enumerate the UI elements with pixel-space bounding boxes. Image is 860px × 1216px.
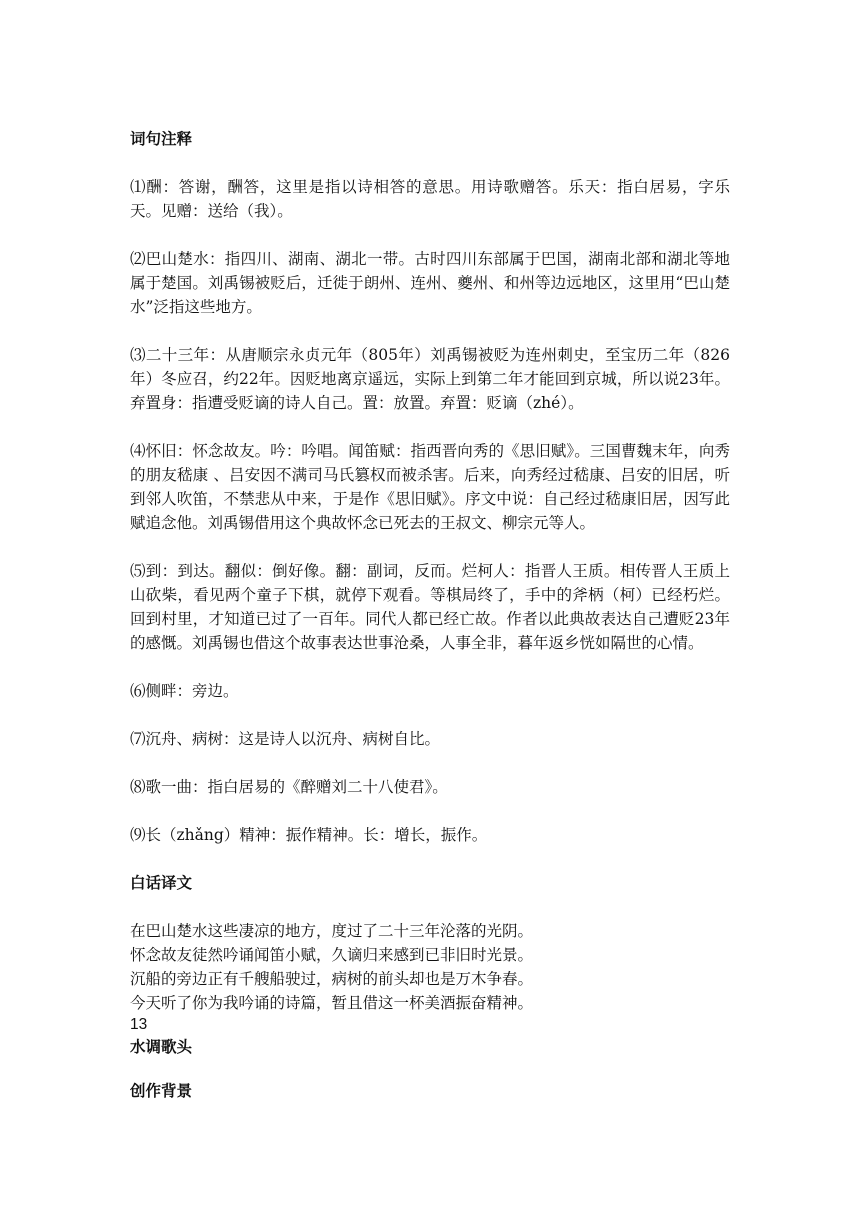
note-2: ⑵巴山楚水：指四川、湖南、湖北一带。古时四川东部属于巴国，湖南北部和湖北等地属于楚国。刘禹锡被贬后，迁徙于朗州、连州、夔州、和州等边远地区，这里用“巴山楚水”泛指这些地方。 [130, 250, 730, 316]
note-8: ⑻歌一曲：指白居易的《醉赠刘二十八使君》。 [130, 778, 448, 796]
translation-line: 在巴山楚水这些凄凉的地方，度过了二十三年沦落的光阴。 [130, 922, 534, 940]
note-1: ⑴酬：答谢，酬答，这里是指以诗相答的意思。用诗歌赠答。乐天：指白居易，字乐天。见赠：送给（我）。 [130, 178, 730, 220]
note-3: ⑶二十三年：从唐顺宗永贞元年（805年）刘禹锡被贬为连州刺史，至宝历二年（826年）冬应召，约22年。因贬地离京遥远，实际上到第二年才能回到京城，所以说23年。弃置身：指遭受贬谪的诗人自己。置：放置。弃置：贬谪（zhé）。 [130, 346, 730, 412]
document-page [130, 127, 730, 1103]
note-5: ⑸到：到达。翻似：倒好像。翻：副词，反而。烂柯人：指晋人王质。相传晋人王质上山砍柴，看见两个童子下棋，就停下观看。等棋局终了，手中的斧柄（柯）已经朽烂。回到村里，才知道已过了一百年。同代人都已经亡故。作者以此典故表达自己遭贬23年的感慨。刘禹锡也借这个故事表达世事沧桑，人事全非，暮年返乡恍如隔世的心情。 [130, 562, 730, 652]
poem-title: 水调歌头 [130, 1038, 193, 1056]
translation-line: 今天听了你为我吟诵的诗篇，暂且借这一杯美酒振奋精神。 [130, 994, 534, 1012]
translation-line: 沉船的旁边正有千艘船驶过，病树的前头却也是万木争春。 [130, 970, 534, 988]
translation-line: 怀念故友徒然吟诵闻笛小赋，久谪归来感到已非旧时光景。 [130, 946, 534, 964]
note-4: ⑷怀旧：怀念故友。吟：吟唱。闻笛赋：指西晋向秀的《思旧赋》。三国曹魏末年，向秀的朋友嵇康 、吕安因不满司马氏篡权而被杀害。后来，向秀经过嵇康、吕安的旧居，听到邻人吹笛，不禁悲从中来，于是作《思旧赋》。序文中说：自己经过嵇康旧居，因写此赋追念他。刘禹锡借用这个典故怀念已死去的王叔文、柳宗元等人。 [130, 442, 730, 532]
note-6: ⑹侧畔：旁边。 [130, 682, 239, 700]
translation-heading: 白话译文 [130, 874, 193, 892]
translation-block [130, 919, 730, 1015]
note-7: ⑺沉舟、病树：这是诗人以沉舟、病树自比。 [130, 730, 441, 748]
item-number: 13 [130, 1016, 148, 1033]
note-9: ⑼长（zhǎng）精神：振作精神。长：增长，振作。 [130, 826, 488, 844]
background-heading: 创作背景 [130, 1082, 193, 1100]
annotations-heading: 词句注释 [130, 130, 193, 148]
